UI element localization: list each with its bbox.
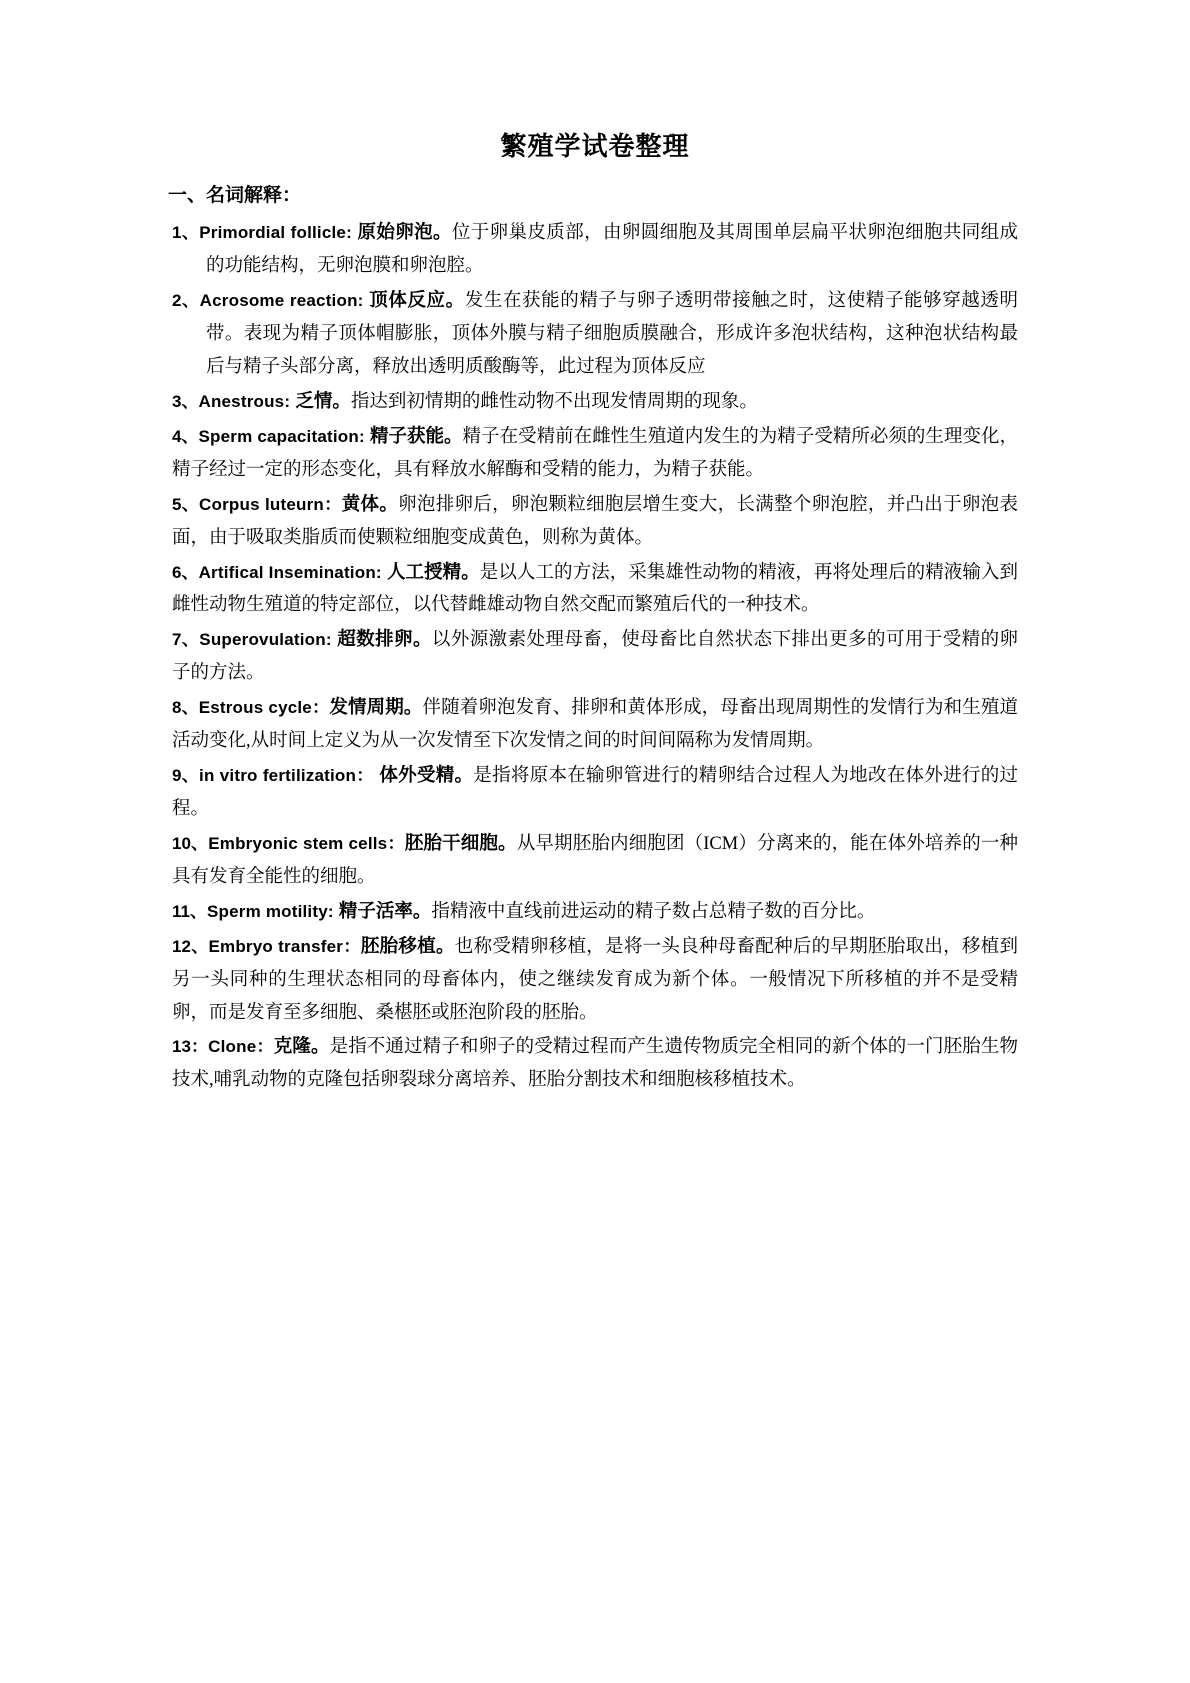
glossary-list [172,216,1018,1097]
entry-definition: 是指不通过精子和卵子的受精过程而产生遗传物质完全相同的新个体的一门胚胎生物技术,哺乳动物的克隆包括卵裂球分离培养、胚胎分割技术和细胞核移植技术。 [172,1037,1018,1091]
entry-number: 4、 [172,426,199,446]
entry-number: 1、 [172,223,200,243]
entry-number: 3、 [172,391,199,411]
entry-term-cn: 人工授精。 [381,560,480,582]
entry-term-en: Sperm motility: [206,901,334,921]
entry-term-cn: 精子活率。 [333,899,432,921]
entry-number: 10、 [172,833,209,853]
list-item [172,420,1018,487]
entry-term-en: Estrous cycle： [198,698,330,718]
entry-term-en: in vitro fertilization： [199,766,374,786]
entry-definition: 卵泡排卵后，卵泡颗粒细胞层增生变大，长满整个卵泡腔，并凸出于卵泡表面，由于吸取类脂质而使颗粒细胞变成黄色，则称为黄体。 [172,494,1018,548]
entry-term-en: Corpus luteurn： [199,494,342,514]
entry-term-cn: 发情周期。 [329,696,423,718]
list-item [172,284,1018,384]
entry-definition: 位于卵巢皮质部，由卵圆细胞及其周围单层扁平状卵泡细胞共同组成的功能结构，无卵泡膜和卵泡腔。 [206,223,1019,277]
list-item [172,623,1018,690]
list-item [172,488,1018,555]
entry-definition: 发生在获能的精子与卵子透明带接触之时，这使精子能够穿越透明带。表现为精子顶体帽膨胀，顶体外膜与精子细胞质膜融合，形成许多泡状结构，这种泡状结构最后与精子头部分离，释放出透明质酸酶等，此过程为顶体反应 [206,291,1018,377]
entry-term-en: Sperm capacitation: [198,426,365,446]
entry-number: 5、 [172,494,200,514]
entry-term-en: Embryo transfer： [208,936,361,956]
entry-term-en: Artifical Insemination: [198,562,382,582]
entry-term-cn: 克隆。 [273,1035,330,1057]
entry-term-cn: 原始卵泡。 [351,221,452,243]
section-heading: 一、名词解释： [168,184,302,206]
entry-definition: 伴随着卵泡发育、排卵和黄体形成，母畜出现周期性的发情行为和生殖道活动变化,从时间上定义为从一次发情至下次发情之间的时间间隔称为发情周期。 [172,698,1018,752]
entry-term-cn: 精子获能。 [364,424,463,446]
entry-number: 8、 [172,698,199,718]
entry-definition: 精子在受精前在雌性生殖道内发生的为精子受精所必须的生理变化，精子经过一定的形态变化，具有释放水解酶和受精的能力，为精子获能。 [172,426,1018,480]
list-item [172,216,1018,283]
entry-term-cn: 黄体。 [341,492,399,514]
list-item [172,930,1018,1030]
entry-definition: 指精液中直线前进运动的精子数占总精子数的百分比。 [431,901,876,922]
entry-term-cn: 胚胎移植。 [360,934,455,956]
entry-number: 13： [172,1037,209,1057]
entry-term-cn: 胚胎干细胞。 [404,831,517,853]
list-item [172,895,1018,929]
entry-number: 2、 [172,291,200,311]
entry-definition: 从早期胚胎内细胞团（ICM）分离来的，能在体外培养的一种具有发育全能性的细胞。 [172,833,1018,887]
entry-number: 12、 [172,936,209,956]
list-item [172,385,1018,419]
entry-definition: 也称受精卵移植，是将一头良种母畜配种后的早期胚胎取出，移植到另一头同种的生理状态相同的母畜体内，使之继续发育成为新个体。一般情况下所移植的并不是受精卵，而是发育至多细胞、桑椹胚或胚泡阶段的胚胎。 [172,936,1018,1023]
entry-term-en: Embryonic stem cells： [208,833,405,853]
list-item [172,759,1018,826]
entry-term-en: Clone： [208,1037,274,1057]
entry-number: 11、 [172,901,207,921]
entry-definition: 以外源激素处理母畜，使母畜比自然状态下排出更多的可用于受精的卵子的方法。 [172,630,1018,684]
list-item [172,827,1018,894]
entry-term-cn: 体外受精。 [373,764,474,786]
entry-term-cn: 超数排卵。 [331,628,432,650]
entry-term-cn: 乏情。 [290,389,351,411]
entry-definition: 是以人工的方法，采集雄性动物的精液，再将处理后的精液输入到雌性动物生殖道的特定部位，以代替雌雄动物自然交配而繁殖后代的一种技术。 [172,562,1018,616]
entry-term-en: Primordial follicle: [199,223,352,243]
entry-term-en: Anestrous: [198,391,291,411]
entry-definition: 是指将原本在输卵管进行的精卵结合过程人为地改在体外进行的过程。 [172,766,1018,819]
list-item [172,1030,1018,1097]
entry-number: 9、 [172,766,200,786]
list-item [172,556,1018,623]
entry-number: 7、 [172,630,200,650]
entry-term-cn: 顶体反应。 [363,289,465,311]
page-title: 繁殖学试卷整理 [500,131,690,161]
entry-number: 6、 [172,562,199,582]
entry-definition: 指达到初情期的雌性动物不出现发情周期的现象。 [350,391,758,412]
entry-term-en: Acrosome reaction: [199,291,364,311]
list-item [172,691,1018,758]
entry-term-en: Superovulation: [199,630,332,650]
